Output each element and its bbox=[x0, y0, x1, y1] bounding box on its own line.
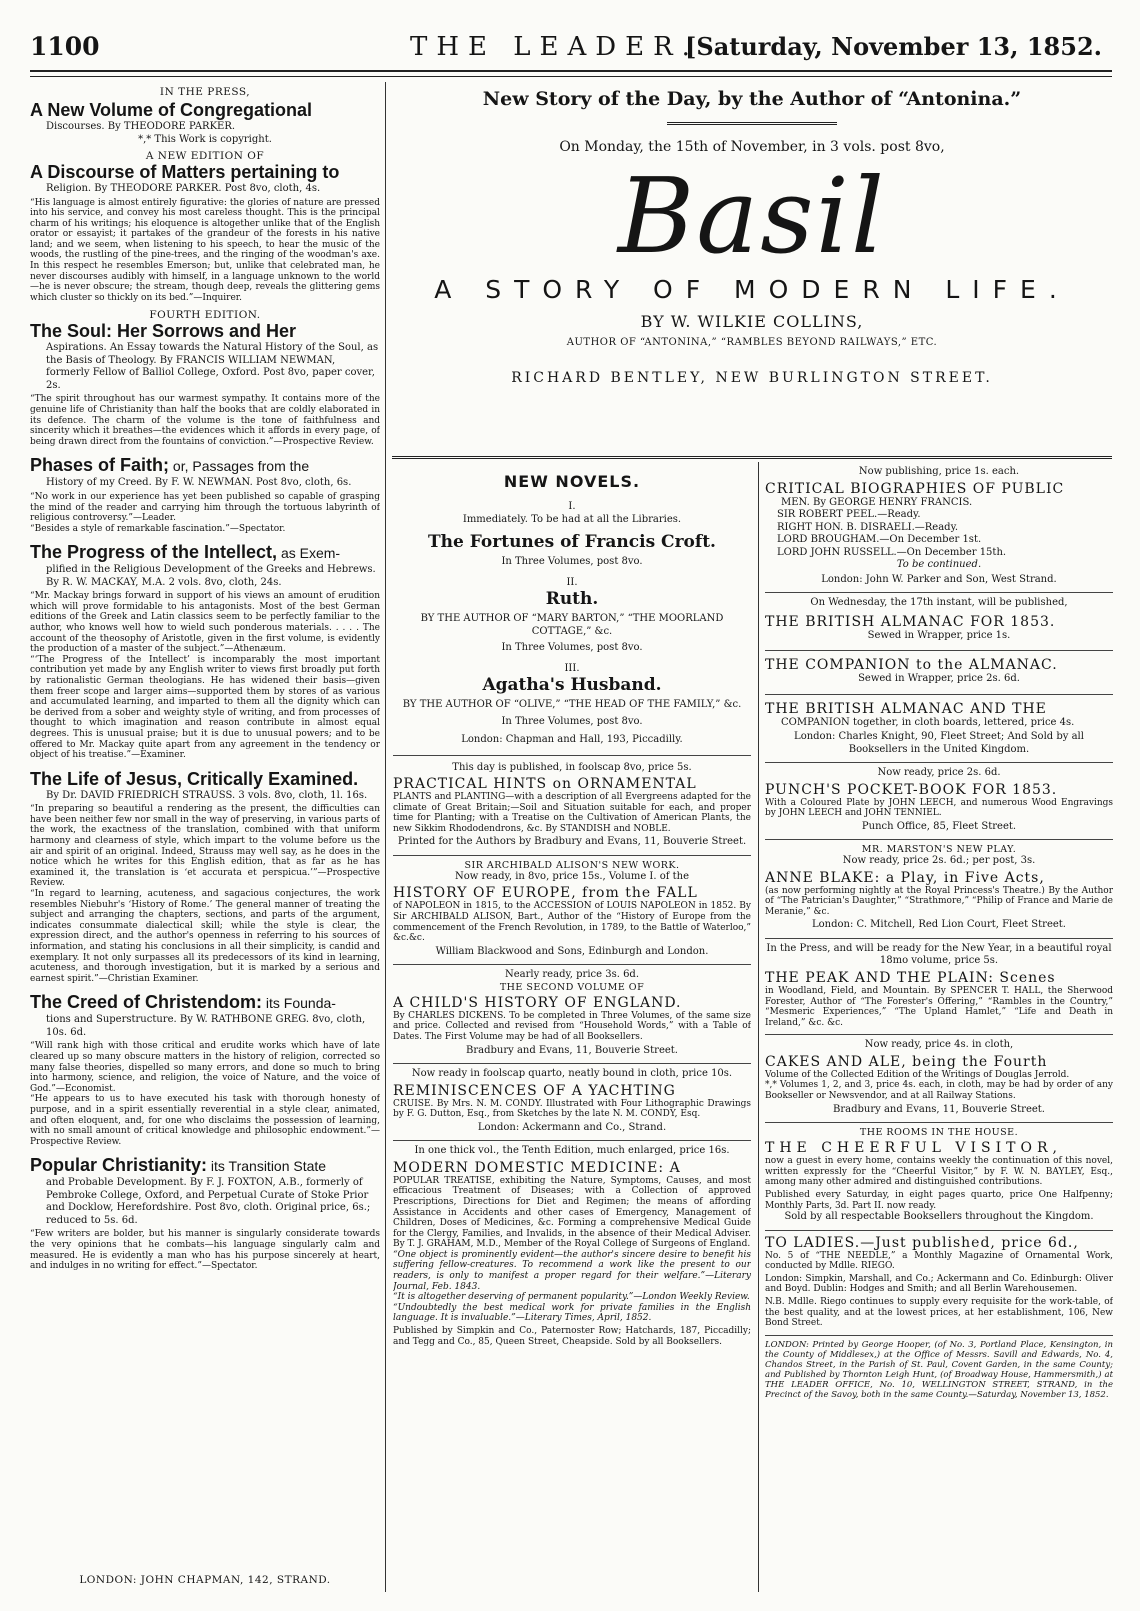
novel-1-title: The Fortunes of Francis Croft. bbox=[428, 532, 716, 552]
anne-pre-1: MR. MARSTON'S NEW PLAY. bbox=[861, 844, 1017, 856]
basil-advertisement bbox=[392, 88, 1112, 458]
ladies-publisher: London: Simpkin, Marshall, and Co.; Ackermann and Co. Edinburgh: Oliver and Boyd. Dublin: Hodges and Smith; and all Berlin Warehousemen. bbox=[765, 1273, 1113, 1295]
child-pre-2: THE SECOND VOLUME OF bbox=[499, 981, 645, 993]
almanac-2-sub: Sewed in Wrapper, price 2s. 6d. bbox=[858, 673, 1020, 684]
child-pre-1: Nearly ready, price 3s. 6d. bbox=[504, 969, 640, 981]
cakes-publisher: Bradbury and Evans, 11, Bouverie Street. bbox=[833, 1103, 1045, 1115]
practical-publisher: Printed for the Authors by Bradbury and Evans, 11, Bouverie Street. bbox=[397, 836, 747, 848]
divider bbox=[393, 1140, 751, 1141]
critical-publisher: London: John W. Parker and Son, West Strand. bbox=[821, 573, 1057, 585]
divider bbox=[765, 1335, 1113, 1336]
anne-publisher: London: C. Mitchell, Red Lion Court, Fleet Street. bbox=[812, 919, 1066, 931]
middle-column bbox=[393, 466, 751, 1596]
jesus-sub: By Dr. DAVID FRIEDRICH STRAUSS. 3 vols. 8vo, cloth, 1l. 16s. bbox=[46, 789, 368, 801]
jesus-quote: “In preparing so beautiful a rendering as the present, the difficulties can have been neither few nor small in the way of preserving, in various parts of the work, the exactness of the translation, combined with that uniform harmony and clearness of style, which impart to the volume before us the air and spirit of an original. Indeed, Strauss may well say, as he does in the notice which he writes for this English edition, that as far as he has examined it, the translation is ‘et accurata et perspicua.’”—Prospective Review. “In regard to learning, acuteness, and sagacious conjectures, the work resembles Niebuhr's ‘History of Rome.’ The general manner of treating the subject and arranging the chapters, sections, and parts of the argument, indicates consummate dialectical skill; while the style is clear, the expression direct, and the author's openness in referring to his sources of information, and stating his conclusions in all their simplicity, is candid and exemplary. It not only surpasses all its predecessors of its kind in learning, acuteness, and thorough investigation, but it is marked by a serious and earnest spirit.”—Christian Examiner. bbox=[30, 804, 380, 984]
critical-pre: Now publishing, price 1s. each. bbox=[858, 466, 1020, 477]
page-header bbox=[30, 32, 1110, 70]
critical-item: LORD JOHN RUSSELL.—On December 15th. bbox=[777, 546, 1007, 558]
divider bbox=[765, 1122, 1113, 1123]
almanac-3-publisher: London: Charles Knight, 90, Fleet Street; And Sold by all Booksellers in the United Kingdom. bbox=[794, 731, 1084, 755]
peak-pre: In the Press, and will be ready for the New Year, in a beautiful royal 18mo volume, price 5s. bbox=[766, 942, 1112, 967]
discourse-title: A Discourse of Matters pertaining to bbox=[30, 162, 340, 182]
progress-sub: plified in the Religious Development of the Greeks and Hebrews. By R. W. MACKAY, M.A. 2 vols. 8vo, cloth, 24s. bbox=[46, 564, 376, 588]
header-rule-thin bbox=[30, 76, 1112, 77]
soul-title: The Soul: Her Sorrows and Her bbox=[30, 321, 297, 342]
left-column bbox=[30, 86, 380, 1591]
divider bbox=[765, 1230, 1113, 1231]
medicine-publisher: Published by Simpkin and Co., Paternoster Row; Hatchards, 187, Piccadilly; and Tegg and Co., 85, Queen Street, Cheapside. Sold by all Booksellers. bbox=[393, 1326, 751, 1347]
basil-divider bbox=[667, 122, 837, 125]
novel-2-vols: In Three Volumes, post 8vo. bbox=[501, 642, 643, 653]
divider bbox=[393, 755, 751, 756]
basil-subtitle: A STORY OF MODERN LIFE. bbox=[434, 275, 1070, 304]
punch-publisher: Punch Office, 85, Fleet Street. bbox=[861, 820, 1017, 832]
basil-byline: BY W. WILKIE COLLINS, bbox=[640, 312, 864, 331]
popular-quote: “Few writers are bolder, but his manner is singularly considerate towards the very opinions that he combats—his language singularly calm and measured. He is evidently a man who has his purpose sincerely at heart, and indulges in no writing for effect.”—Spectator. bbox=[30, 1229, 380, 1272]
almanac-3-sub: COMPANION together, in cloth boards, lettered, price 4s. bbox=[781, 716, 1075, 728]
divider bbox=[393, 1063, 751, 1064]
left-footer: LONDON: JOHN CHAPMAN, 142, STRAND. bbox=[79, 1574, 331, 1586]
divider bbox=[765, 650, 1113, 651]
almanac-1-title: THE BRITISH ALMANAC FOR 1853. bbox=[765, 613, 1056, 630]
novel-2-title: Ruth. bbox=[545, 589, 599, 609]
divider bbox=[765, 694, 1113, 695]
practical-body: PLANTS and PLANTING—with a description of all Evergreens adapted for the climate of Great Britain;—Soil and Situation suitable for each, and proper time for Planting; with a Treatise on the Cultivation of American Plants, the new Sikkim Rhododendrons, &c. By STANDISH and NOBLE. bbox=[393, 792, 751, 834]
yacht-pre: Now ready in foolscap quarto, neatly bound in cloth, price 10s. bbox=[411, 1068, 733, 1080]
divider bbox=[765, 839, 1113, 840]
page-number: 1100 bbox=[30, 32, 100, 61]
visitor-publisher: Sold by all respectable Booksellers throughout the Kingdom. bbox=[784, 1211, 1094, 1223]
history-title: HISTORY OF EUROPE, from the FALL bbox=[393, 885, 698, 902]
medicine-body: POPULAR TREATISE, exhibiting the Nature, Symptoms, Causes, and most efficacious Treatment of Diseases; with a Collection of approved Prescriptions, Directions for Diet and Regimen; the means of affording Assistance in Accidents and other cases of Emergency, Management of Children, Doses of Medicines, &c. Forming a comprehensive Medical Guide for the Clergy, Families, and Invalids, in the absence of their Medical Adviser. By T. J. GRAHAM, M.D., Member of the Royal College of Surgeons of England. bbox=[393, 1175, 751, 1250]
ladies-nb: N.B. Mdlle. Riego continues to supply every requisite for the work-table, of the best quality, and at the lowest prices, at her establishment, 106, New Bond Street. bbox=[765, 1296, 1113, 1329]
phases-title bbox=[30, 455, 380, 477]
printer-imprint: LONDON: Printed by George Hooper, (of No. 3, Portland Place, Kensington, in the County of Middlesex,) at the Office of Messrs. Savill and Edwards, No. 4, Chandos Street, in the Parish of St. Paul, Covent Garden, in the same County; and Published by Thornton Leigh Hunt, (of Broadway House, Hammersmith,) at THE LEADER OFFICE, No. 10, WELLINGTON STREET, STRAND, in the Precinct of the Savoy, both in the same County.—Saturday, November 13, 1852. bbox=[765, 1339, 1113, 1400]
ladies-title: TO LADIES.—Just published, price 6d., bbox=[765, 1234, 1079, 1251]
cakes-title: CAKES AND ALE, being the Fourth bbox=[765, 1053, 1048, 1070]
issue-date: [Saturday, November 13, 1852. bbox=[685, 32, 1102, 61]
critical-sub: MEN. By GEORGE HENRY FRANCIS. bbox=[781, 496, 973, 508]
phases-sub: History of my Creed. By F. W. NEWMAN. Post 8vo, cloth, 6s. bbox=[46, 477, 352, 489]
visitor-pre: THE ROOMS IN THE HOUSE. bbox=[859, 1127, 1019, 1139]
phases-title-main: Phases of Faith; bbox=[30, 455, 170, 476]
visitor-title: THE CHEERFUL VISITOR, bbox=[765, 1140, 1062, 1157]
creed-quote: “Will rank high with those critical and erudite works which have of late cleared up so many obscure matters in the history of religion, corrected so many false theories, dispelled so many errors, and done so much to bring into harmony, science, and religion, the voice of Nature, and the voice of God.”—Economist. “He appears to us to have executed his task with thorough honesty of purpose, and in a spirit essentially reverential in a style clear, animated, and often eloquent, and, for one who disclaims the possession of learning, with no small amount of critical knowledge and philosophic endowment.”—Prospective Review. bbox=[30, 1041, 380, 1147]
soul-quote: “The spirit throughout has our warmest sympathy. It contains more of the genuine life of Christianity than half the books that are coldly elaborated in its defence. The charm of the volume is the tone of faithfulness and sincerity which it breathes—the evidences which it affords in every page, of being drawn direct from the fountains of conviction.”—Prospective Review. bbox=[30, 394, 380, 447]
novel-3-by: BY THE AUTHOR OF “OLIVE,” “THE HEAD OF THE FAMILY,” &c. bbox=[402, 699, 742, 710]
novel-1-vols: In Three Volumes, post 8vo. bbox=[501, 556, 643, 567]
cakes-pre: Now ready, price 4s. in cloth, bbox=[864, 1039, 1014, 1051]
divider bbox=[765, 592, 1113, 593]
discourse-sub: Religion. By THEODORE PARKER. Post 8vo, cloth, 4s. bbox=[46, 183, 321, 194]
anne-title: ANNE BLAKE: a Play, in Five Acts, bbox=[765, 869, 1045, 886]
yacht-body: CRUISE. By Mrs. N. M. CONDY. Illustrated with Four Lithographic Drawings by F. G. Dutton, Esq., from Sketches by the late N. M. CONDY, Esq. bbox=[393, 1098, 751, 1120]
column-divider-right bbox=[758, 462, 759, 1592]
new-novels-title: NEW NOVELS. bbox=[503, 472, 641, 491]
critical-title: CRITICAL BIOGRAPHIES OF PUBLIC bbox=[765, 480, 1065, 497]
history-body: of NAPOLEON in 1815, to the ACCESSION of LOUIS NAPOLEON in 1852. By Sir ARCHIBALD ALISON, Bart., Author of the “History of Europe from the commencement of the French Revolution, in 1789, to the Battle of Waterloo,” &c.&c. bbox=[393, 901, 751, 944]
novel-3-vols: In Three Volumes, post 8vo. bbox=[501, 715, 643, 727]
punch-body: With a Coloured Plate by JOHN LEECH, and numerous Wood Engravings by JOHN LEECH and JOHN TENNIEL. bbox=[765, 797, 1113, 819]
popular-title bbox=[30, 1155, 380, 1177]
critical-item: RIGHT HON. B. DISRAELI.—Ready. bbox=[777, 521, 959, 533]
cakes-body: Volume of the Collected Edition of the Writings of Douglas Jerrold. *,* Volumes 1, 2, and 3, price 4s. each, in cloth, may be had by order of any Bookseller or Newsvendor, and at all Railway Stations. bbox=[765, 1069, 1113, 1102]
critical-item: LORD BROUGHAM.—On December 1st. bbox=[777, 534, 982, 545]
progress-title-rest: as Exem- bbox=[277, 545, 341, 562]
divider bbox=[765, 762, 1113, 763]
critical-items bbox=[765, 509, 1113, 559]
novel-2-number: II. bbox=[566, 576, 578, 588]
visitor-body-2: Published every Saturday, in eight pages quarto, price One Halfpenny; Monthly Parts, 3d. Part II. now ready. bbox=[765, 1189, 1113, 1211]
column-divider-left bbox=[385, 82, 386, 1592]
history-pre-2: Now ready, in 8vo, price 15s., Volume I. of the bbox=[454, 870, 690, 882]
divider bbox=[393, 855, 751, 856]
basil-date-line: On Monday, the 15th of November, in 3 vols. post 8vo, bbox=[559, 139, 945, 155]
novel-1-number: I. bbox=[568, 501, 576, 512]
punch-pre: Now ready, price 2s. 6d. bbox=[877, 767, 1001, 778]
divider bbox=[765, 938, 1113, 939]
congregational-sub: Discourses. By THEODORE PARKER. bbox=[46, 121, 236, 132]
peak-body: in Woodland, Field, and Mountain. By SPENCER T. HALL, the Sherwood Forester, Author of “The Forester's Offering,” “Rambles in the Country,” “Mesmeric Experiences,” “The Upland Hamlet,” “Life and Death in Ireland,” &c. &c. bbox=[765, 985, 1113, 1028]
critical-continued: To be continued. bbox=[896, 559, 982, 570]
creed-sub: tions and Superstructure. By W. RATHBONE GREG. 8vo, cloth, 10s. 6d. bbox=[46, 1014, 366, 1038]
critical-item: SIR ROBERT PEEL.—Ready. bbox=[777, 509, 921, 520]
in-press-label: IN THE PRESS, bbox=[159, 86, 251, 98]
medicine-title: MODERN DOMESTIC MEDICINE: A bbox=[393, 1159, 681, 1176]
new-edition-label: A NEW EDITION OF bbox=[145, 150, 265, 162]
right-column bbox=[765, 466, 1113, 1596]
congregational-title: A New Volume of Congregational bbox=[30, 100, 313, 120]
popular-title-rest: its Transition State bbox=[207, 1158, 327, 1175]
child-body: By CHARLES DICKENS. To be completed in Three Volumes, of the same size and price. Collected and revised from “Household Words,” with a Table of Dates. The First Volume may be had of all Booksellers. bbox=[393, 1010, 751, 1042]
peak-title: THE PEAK AND THE PLAIN: Scenes bbox=[765, 969, 1056, 986]
soul-sub: Aspirations. An Essay towards the Natural History of the Soul, as the Basis of Theology. By FRANCIS WILLIAM NEWMAN, formerly Fellow of Balliol College, Oxford. Post 8vo, paper cover, 2s. bbox=[46, 342, 379, 391]
progress-quote: “Mr. Mackay brings forward in support of his views an amount of erudition which will prove formidable to his antagonists. Most of the best German editions of the Greek and Latin classics seem to be perfectly familiar to the author, who knows well how to wield such ponderous materials. . . . . The account of the theosophy of Aristotle, given in the first volume, is evidently the production of a master of the subject.”—Athenæum. “‘The Progress of the Intellect’ is incomparably the most important contribution yet made by any English writer to views first broadly put forth by rationalistic German theologians. He has widened their basis—given them freer scope and larger aims—supported them by stores of as various and accumulated learning, and imparted to them all the dignity which can be derived from a sober and weighty style of writing, and from processes of thought to which imagination and reason contribute in almost equal degrees. This is unusual praise; but it is due to unusual powers; and to be offered to Mr. Mackay quite apart from any agreement in the tendency or object of his treatise.”—Examiner. bbox=[30, 591, 380, 761]
basil-headline: New Story of the Day, by the Author of “Antonina.” bbox=[482, 88, 1022, 110]
basil-publisher: RICHARD BENTLEY, NEW BURLINGTON STREET. bbox=[511, 370, 993, 386]
novel-2-by: BY THE AUTHOR OF “MARY BARTON,” “THE MOORLAND COTTAGE,” &c. bbox=[420, 613, 724, 637]
divider bbox=[765, 1034, 1113, 1035]
anne-pre-2: Now ready, price 2s. 6d.; per post, 3s. bbox=[842, 855, 1036, 867]
basil-script-title: Basil bbox=[617, 155, 887, 277]
phases-title-rest: or, Passages from the bbox=[169, 458, 310, 475]
popular-title-main: Popular Christianity: bbox=[30, 1155, 208, 1176]
header-rule bbox=[30, 70, 1112, 72]
novel-3-title: Agatha's Husband. bbox=[482, 675, 662, 695]
almanac-1-sub: Sewed in Wrapper, price 1s. bbox=[867, 629, 1011, 641]
child-publisher: Bradbury and Evans, 11, Bouverie Street. bbox=[466, 1044, 678, 1056]
progress-title bbox=[30, 542, 380, 564]
child-title: A CHILD'S HISTORY OF ENGLAND. bbox=[393, 994, 682, 1011]
phases-quote: “No work in our experience has yet been published so capable of grasping the mind of the reader and carrying him through the tortuous labyrinth of religious controversy.”—Leader. “Besides a style of remarkable fascination.”—Spectator. bbox=[30, 491, 380, 534]
creed-title bbox=[30, 992, 380, 1014]
basil-author-of: AUTHOR OF “ANTONINA,” “RAMBLES BEYOND RAILWAYS,” ETC. bbox=[566, 337, 938, 348]
punch-title: PUNCH'S POCKET-BOOK FOR 1853. bbox=[765, 781, 1058, 798]
yacht-publisher: London: Ackermann and Co., Strand. bbox=[477, 1121, 667, 1133]
creed-title-main: The Creed of Christendom: bbox=[30, 992, 263, 1013]
progress-title-main: The Progress of the Intellect, bbox=[30, 542, 278, 563]
fourth-edition-label: FOURTH EDITION. bbox=[149, 309, 261, 322]
anne-body: (as now performing nightly at the Royal Princess's Theatre.) By the Author of “The Patrician's Daughter,” “Strathmore,” “Philip of France and Marie de Meranie,” &c. bbox=[765, 885, 1113, 917]
history-pre-1: SIR ARCHIBALD ALISON'S NEW WORK. bbox=[464, 859, 680, 871]
newspaper-title: THE LEADER. bbox=[410, 32, 699, 62]
medicine-quote: “One object is prominently evident—the author's sincere desire to benefit his suffering fellow-creatures. To recommend a work like the present to our readers, is only to manifest a proper regard for their welfare.”—Literary Journal, Feb. 1843. “It is altogether deserving of permanent popularity.”—London Weekly Review. “Undoubtedly the best medical work for private families in the English language. It is invaluable.”—Literary Times, April, 1852. bbox=[393, 1249, 751, 1324]
medicine-pre: In one thick vol., the Tenth Edition, much enlarged, price 16s. bbox=[414, 1145, 730, 1157]
divider bbox=[393, 964, 751, 965]
visitor-body: now a guest in every home, contains weekly the continuation of this novel, written expressly for the “Cheerful Visitor,” by F. W. N. BAYLEY, Esq., among many other admired and distinguished contributions. bbox=[765, 1156, 1113, 1188]
almanac-3-title: THE BRITISH ALMANAC AND THE bbox=[765, 700, 1047, 717]
almanac-pre: On Wednesday, the 17th instant, will be published, bbox=[810, 597, 1068, 608]
creed-title-rest: its Founda- bbox=[262, 995, 336, 1012]
novels-publisher: London: Chapman and Hall, 193, Piccadilly. bbox=[461, 734, 683, 745]
practical-pre: This day is published, in foolscap 8vo, price 5s. bbox=[452, 761, 692, 773]
novel-3-number: III. bbox=[564, 662, 580, 674]
discourse-quote: “His language is almost entirely figurative: the glories of nature are pressed into his service, and convey his most careless thought. This is the principal charm of his writings; his eloquence is altogether unlike that of the English orator or essayist; it partakes of the grandeur of the forests in his native land; and we seem, when listening to his speech, to hear the music of the woods, the rustling of the pine-trees, and the ringing of the woodman's axe. In this respect he resembles Emerson; but, unlike that celebrated man, he never discourses audibly with himself, in a language unknown to the world—he is never obscure; the stream, though deep, reveals the glittering gems which cluster so thickly on its bed.”—Inquirer. bbox=[30, 197, 380, 303]
yacht-title: REMINISCENCES OF A YACHTING bbox=[393, 1082, 676, 1099]
jesus-title: The Life of Jesus, Critically Examined. bbox=[30, 768, 359, 789]
almanac-2-title: THE COMPANION to the ALMANAC. bbox=[765, 657, 1058, 673]
popular-sub: and Probable Development. By F. J. FOXTON, A.B., formerly of Pembroke College, Oxford, and Perpetual Curate of Stoke Prior and Docklow, Herefordshire. Post 8vo, cloth. Original price, 6s.; reduced to 5s. 6d. bbox=[46, 1177, 371, 1226]
ladies-body: No. 5 of “THE NEEDLE,” a Monthly Magazine of Ornamental Work, conducted by Mdlle. RIEGO. bbox=[765, 1250, 1113, 1272]
history-publisher: William Blackwood and Sons, Edinburgh and London. bbox=[435, 945, 709, 957]
novel-1-note: Immediately. To be had at all the Libraries. bbox=[462, 513, 682, 525]
practical-title: PRACTICAL HINTS on ORNAMENTAL bbox=[393, 776, 697, 792]
copyright-note: *,* This Work is copyright. bbox=[138, 133, 272, 145]
basil-bottom-rule bbox=[392, 456, 1112, 459]
